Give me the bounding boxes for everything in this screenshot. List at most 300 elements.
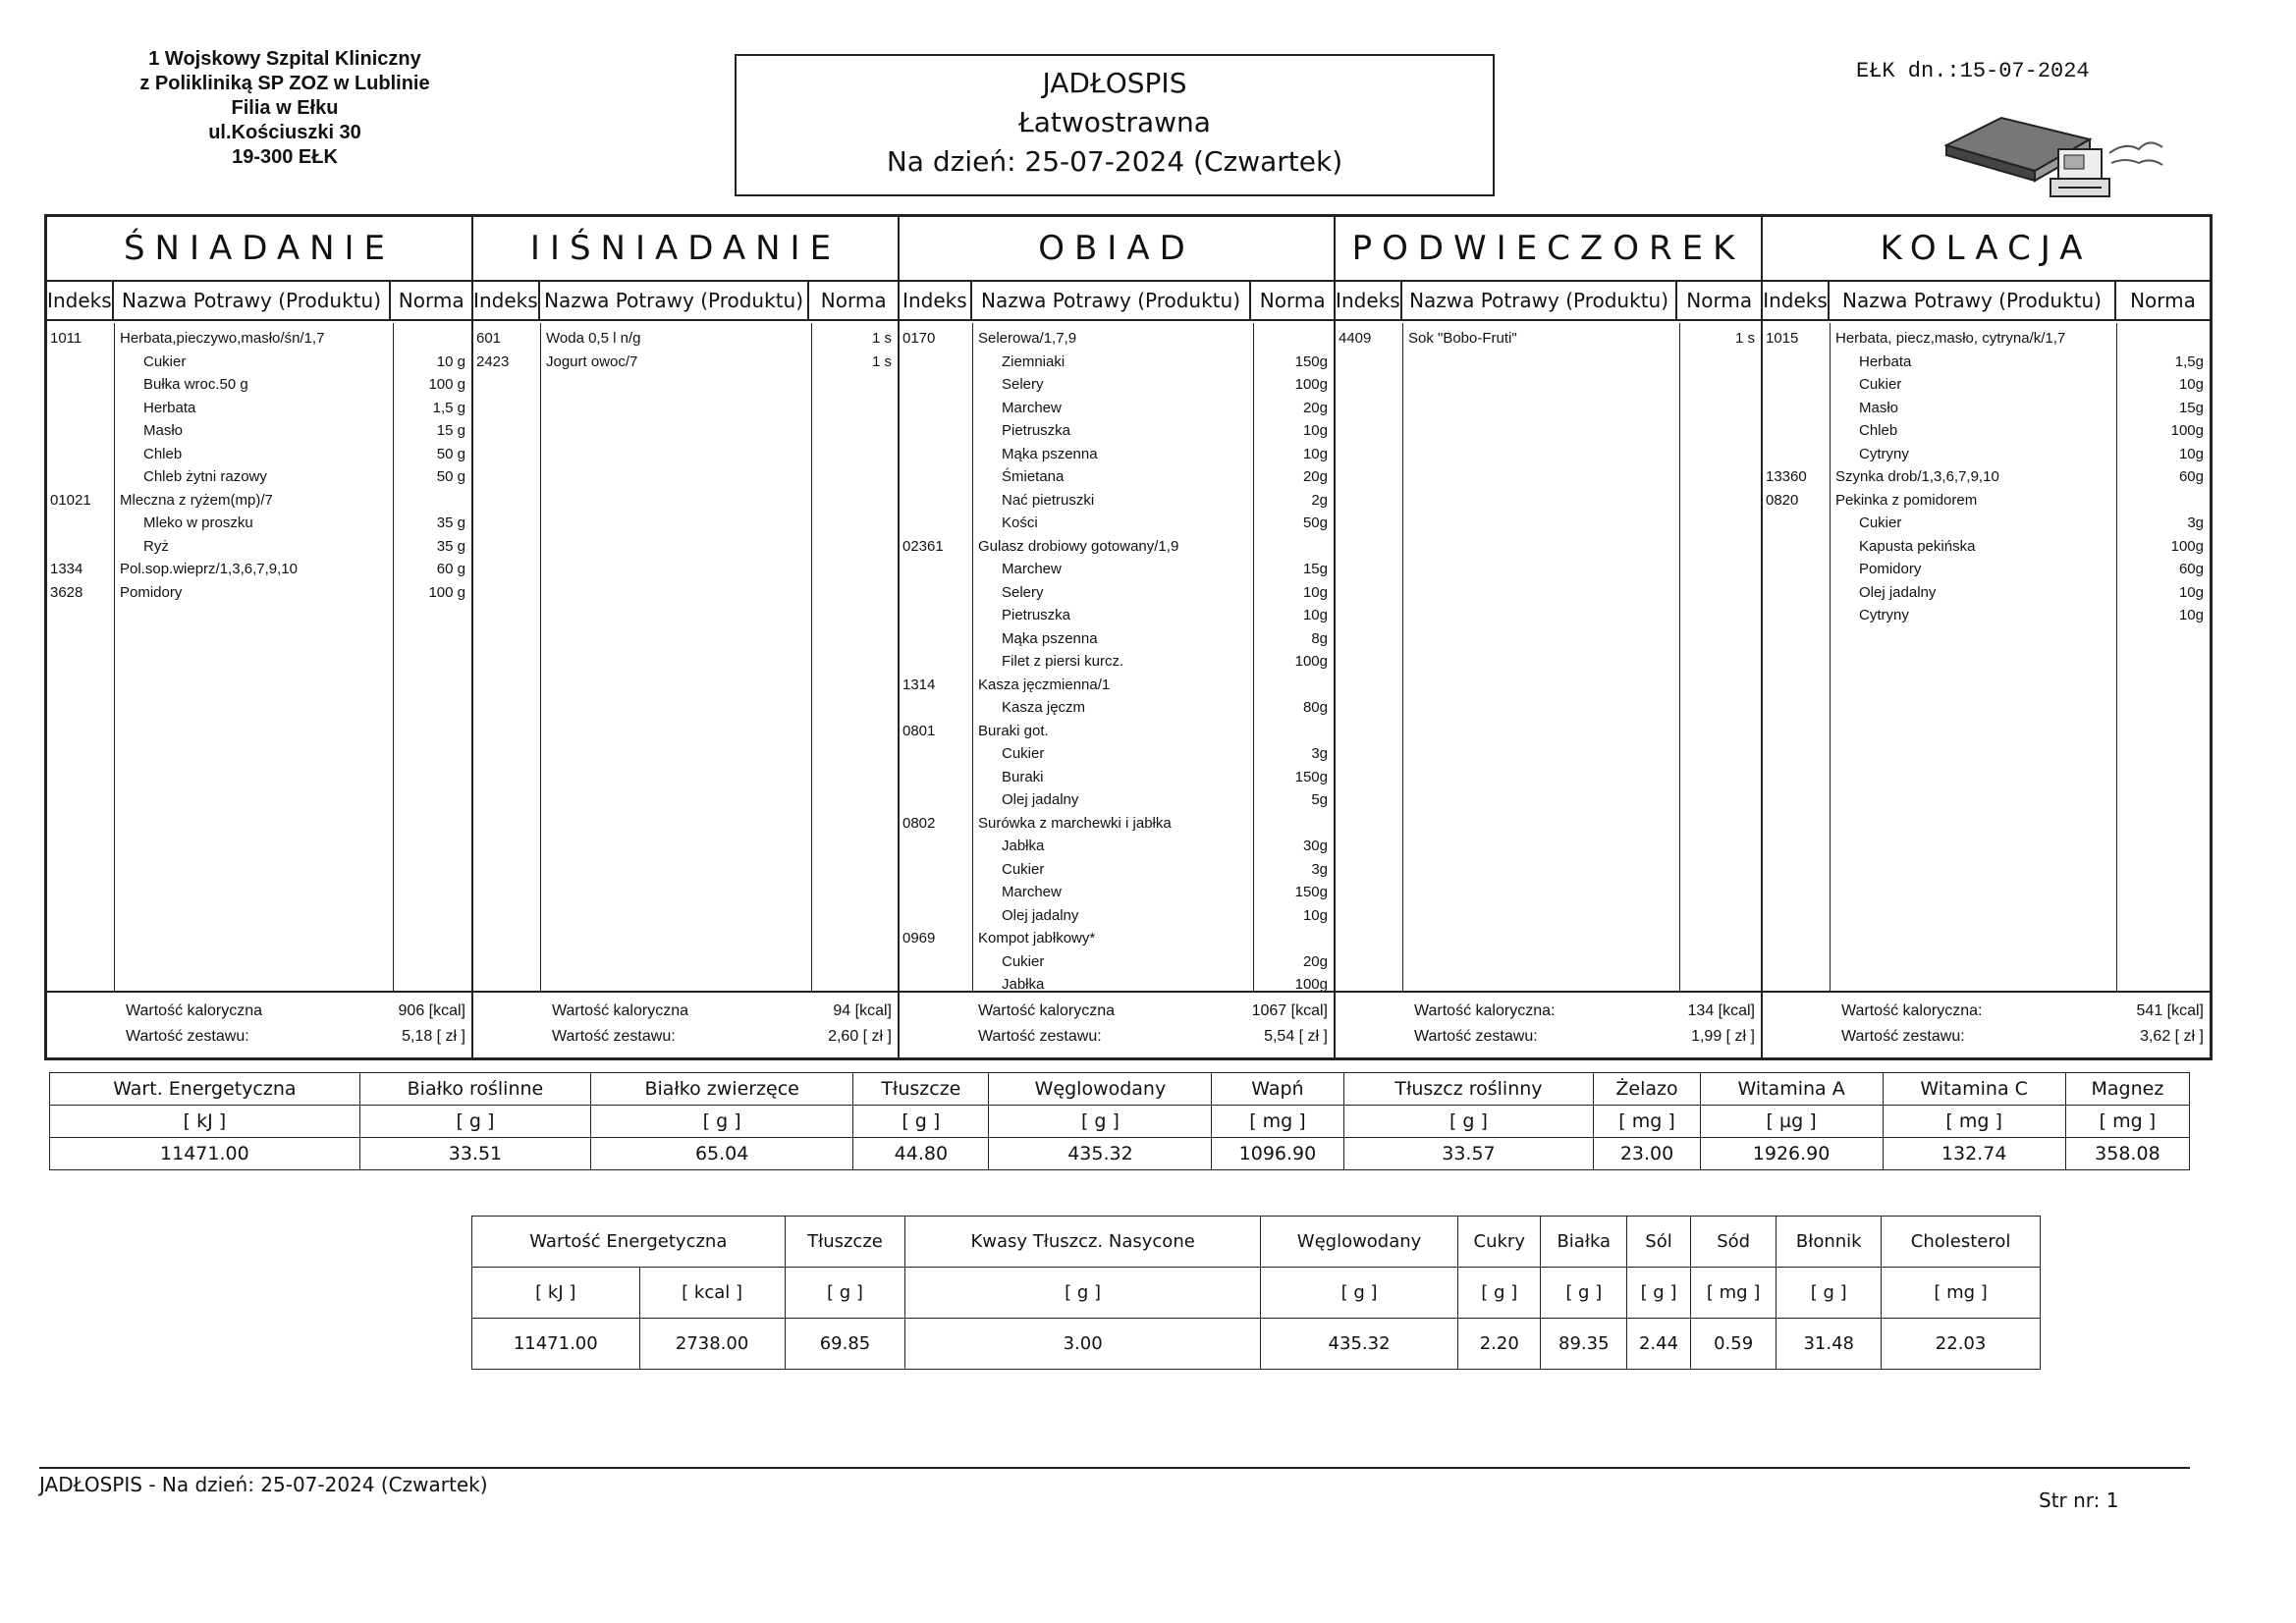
nutrient-unit: [ mg ] [1594,1106,1700,1138]
item-quantity: 1,5 g [432,399,465,416]
item-quantity: 100g [2170,422,2204,439]
nutrient-value: 11471.00 [50,1138,360,1170]
ingredient-name: Mleko w proszku [143,514,253,531]
ingredient-name: Kasza jęczm [1002,699,1086,716]
nutrient-name: Węglowodany [1260,1217,1457,1268]
hospital-line: ul.Kościuszki 30 [208,122,361,143]
dish-name: Pekinka z pomidorem [1835,491,1978,509]
hospital-line: 19-300 EŁK [232,146,338,168]
title-box [735,54,1495,196]
meal-title: ŚNIADANIE [47,217,471,282]
item-quantity: 20g [1302,399,1328,416]
ingredient-name: Herbata [1859,352,1912,370]
column-subheaders [473,282,898,321]
ingredient-name: Jabłka [1002,838,1045,854]
hospital-line: Filia w Ełku [231,97,339,119]
ingredient-name: Mąka pszenna [1002,629,1098,647]
item-quantity: 1 s [1734,330,1755,347]
menu-item-row [1763,489,2210,512]
menu-item-row [900,881,1334,903]
item-index: 0820 [1766,491,1799,509]
calorie-value: 1067 [kcal] [1251,1002,1328,1019]
nutrient-name: Witamina C [1883,1073,2065,1106]
nutrient-unit: [ g ] [1777,1268,1882,1319]
column-subheaders [1763,282,2210,321]
item-quantity: 35 g [436,514,465,531]
item-index: 1334 [50,561,83,577]
menu-item-row [900,419,1334,442]
item-quantity: 10g [1302,445,1328,462]
menu-table [44,214,2213,1060]
item-quantity: 50g [1302,514,1328,531]
nutrient-name: Kwasy Tłuszcz. Nasycone [905,1217,1261,1268]
menu-item-row [473,327,898,350]
nutrient-name: Błonnik [1777,1217,1882,1268]
nutrient-name: Wart. Energetyczna [50,1073,360,1106]
item-quantity: 10g [1302,607,1328,623]
nutrient-unit: [ mg ] [1882,1268,2041,1319]
menu-item-row [1763,581,2210,604]
item-quantity: 15g [1302,561,1328,577]
menu-item-row [900,812,1334,835]
nutrition-header-row [50,1073,2190,1106]
nutrient-value: 2738.00 [639,1319,785,1370]
index-header: Indeks [1763,282,1830,319]
item-quantity: 60 g [436,561,465,577]
nutrition-value-row [50,1138,2190,1170]
item-quantity: 60g [2178,561,2204,577]
calorie-value: 94 [kcal] [833,1002,892,1019]
nutrient-name: Białka [1541,1217,1627,1268]
norm-header: Norma [1686,289,1753,312]
footer-text: JADŁOSPIS - Na dzień: 25-07-2024 (Czwartek) [39,1473,488,1496]
menu-item-row [47,489,471,512]
menu-item-row [900,604,1334,626]
ingredient-name: Bułka wroc.50 g [143,376,248,393]
dish-name: Surówka z marchewki i jabłka [978,814,1172,832]
ingredient-name: Herbata [143,399,196,416]
nutrient-unit: [ g ] [359,1106,590,1138]
index-header: Indeks [47,282,114,319]
menu-item-row [900,535,1334,558]
item-quantity: 35 g [436,537,465,555]
item-quantity: 10g [1302,583,1328,601]
nutrient-unit: [ µg ] [1700,1106,1883,1138]
name-header: Nazwa Potrawy (Produktu) [114,282,392,319]
menu-item-row [900,858,1334,881]
item-quantity: 10g [2178,445,2204,462]
menu-item-row [900,581,1334,604]
column-subheaders [1336,282,1761,321]
meal-title: PODWIECZOREK [1336,217,1761,282]
nutrition-unit-row [472,1268,2041,1319]
item-quantity: 3g [1311,745,1328,762]
nutrient-value: 2.44 [1627,1319,1691,1370]
menu-item-row [900,627,1334,650]
meal-summary [1763,991,2210,1057]
page-number: Str nr: 1 [2039,1488,2119,1512]
dish-name: Kompot jabłkowy* [978,930,1096,947]
item-index: 3628 [50,583,83,601]
menu-item-row [47,419,471,442]
menu-item-row [47,373,471,396]
menu-item-row [900,558,1334,580]
nutrient-value: 33.57 [1343,1138,1594,1170]
item-quantity: 50 g [436,445,465,462]
nutrient-unit: [ mg ] [2065,1106,2189,1138]
cost-label: Wartość zestawu: [978,1028,1102,1045]
menu-item-row [900,720,1334,742]
ingredient-name: Olej jadalny [1002,791,1079,808]
ingredient-name: Kapusta pekińska [1859,537,1976,555]
meal-title: OBIAD [900,217,1334,282]
hospital-line: z Polikliniką SP ZOZ w Lublinie [139,73,430,94]
calorie-value: 541 [kcal] [2136,1002,2204,1019]
ingredient-name: Jabłka [1002,976,1045,993]
item-quantity: 8g [1311,629,1328,647]
item-quantity: 20g [1302,952,1328,970]
norm-header: Norma [1259,289,1326,312]
dish-name: Szynka drob/1,3,6,7,9,10 [1835,468,1999,485]
meal-column [900,217,1336,1057]
item-quantity: 10g [2178,376,2204,393]
menu-item-row [900,674,1334,696]
item-quantity: 1 s [871,330,892,347]
ingredient-name: Cytryny [1859,445,1909,462]
item-index: 4409 [1339,330,1372,347]
item-quantity: 150g [1294,352,1328,370]
nutrient-unit: [ mg ] [1690,1268,1776,1319]
document-title: JADŁOSPIS [1042,67,1187,99]
column-subheaders [900,282,1334,321]
nutrition-summary-table [49,1072,2190,1170]
menu-item-row [47,443,471,465]
item-index: 13360 [1766,468,1807,485]
nutrient-value: 31.48 [1777,1319,1882,1370]
ingredient-name: Selery [1002,583,1044,601]
meal-column [47,217,473,1057]
dish-name: Pomidory [120,583,183,601]
nutrient-name: Białko zwierzęce [591,1073,853,1106]
nutrient-value: 1926.90 [1700,1138,1883,1170]
calorie-value: 906 [kcal] [398,1002,465,1019]
item-quantity: 100g [1294,376,1328,393]
nutrient-name: Witamina A [1700,1073,1883,1106]
item-quantity: 100g [1294,976,1328,993]
cost-value: 1,99 [ zł ] [1691,1028,1755,1045]
menu-item-row [900,465,1334,488]
ingredient-name: Cukier [143,352,187,370]
ingredient-name: Marchew [1002,399,1062,416]
menu-item-row [900,927,1334,949]
meal-items [47,323,471,991]
dish-name: Gulasz drobiowy gotowany/1,9 [978,537,1179,555]
nutrient-value: 89.35 [1541,1319,1627,1370]
menu-item-row [900,904,1334,927]
ingredient-name: Cytryny [1859,607,1909,623]
column-divider [1402,323,1403,991]
item-quantity: 150g [1294,884,1328,900]
dish-name: Jogurt owoc/7 [546,352,638,370]
cost-value: 5,54 [ zł ] [1264,1028,1328,1045]
hospital-line: 1 Wojskowy Szpital Kliniczny [148,48,421,70]
item-index: 2423 [476,352,510,370]
meal-items [1336,323,1761,991]
item-quantity: 5g [1311,791,1328,808]
menu-item-row [900,397,1334,419]
nutrient-value: 11471.00 [472,1319,640,1370]
item-index: 601 [476,330,502,347]
ingredient-name: Chleb [1859,422,1898,439]
name-header: Nazwa Potrawy (Produktu) [1830,282,2116,319]
nutrient-unit: [ g ] [989,1106,1212,1138]
ingredient-name: Olej jadalny [1859,583,1937,601]
index-header: Indeks [1336,282,1402,319]
menu-item-row [1336,327,1761,350]
menu-item-row [900,512,1334,534]
item-quantity: 3g [2187,514,2204,531]
item-quantity: 60g [2178,468,2204,485]
ingredient-name: Masło [143,422,184,439]
cost-value: 3,62 [ zł ] [2140,1028,2204,1045]
nutrient-name: Tłuszcze [853,1073,989,1106]
menu-item-row [47,535,471,558]
cost-label: Wartość zestawu: [552,1028,676,1045]
item-index: 1011 [50,330,82,347]
nutrient-unit: [ g ] [1627,1268,1691,1319]
nutrient-value: 23.00 [1594,1138,1700,1170]
item-index: 0801 [902,722,936,739]
cost-label: Wartość zestawu: [1414,1028,1538,1045]
menu-item-row [1763,535,2210,558]
nutrient-unit: [ g ] [1541,1268,1627,1319]
index-header: Indeks [900,282,972,319]
nutrient-name: Cholesterol [1882,1217,2041,1268]
menu-item-row [900,788,1334,811]
menu-item-row [47,465,471,488]
item-index: 0170 [902,330,936,347]
nutrient-name: Żelazo [1594,1073,1700,1106]
ingredient-name: Cukier [1859,514,1902,531]
meal-title: KOLACJA [1763,217,2210,282]
menu-item-row [47,512,471,534]
calorie-label: Wartość kaloryczna: [1841,1002,1983,1019]
nutrition-header-row [472,1217,2041,1268]
nutrient-unit: [ g ] [591,1106,853,1138]
ingredient-name: Pietruszka [1002,422,1071,439]
ingredient-name: Masło [1859,399,1899,416]
menu-item-row [1763,465,2210,488]
item-quantity: 10g [2178,607,2204,623]
ingredient-name: Marchew [1002,561,1062,577]
item-index: 01021 [50,491,91,509]
nutrient-unit: [ g ] [785,1268,905,1319]
ingredient-name: Chleb żytni razowy [143,468,267,485]
meal-column [1763,217,2210,1057]
menu-item-row [900,742,1334,765]
nutrition-unit-row [50,1106,2190,1138]
dish-name: Kasza jęczmienna/1 [978,676,1111,693]
nutrient-name: Białko roślinne [359,1073,590,1106]
meal-items [473,323,898,991]
item-quantity: 20g [1302,468,1328,485]
ingredient-name: Cukier [1002,952,1045,970]
dish-name: Herbata, piecz,masło, cytryna/k/1,7 [1835,330,2066,347]
item-index: 0802 [902,814,936,832]
menu-item-row [900,373,1334,396]
menu-item-row [1763,419,2210,442]
nutrient-name: Sód [1690,1217,1776,1268]
menu-item-row [900,489,1334,512]
nutrient-value: 358.08 [2065,1138,2189,1170]
nutrient-unit: [ g ] [1343,1106,1594,1138]
nutrient-unit: [ mg ] [1212,1106,1343,1138]
dish-name: Pol.sop.wieprz/1,3,6,7,9,10 [120,561,298,577]
nutrient-unit: [ kJ ] [50,1106,360,1138]
item-quantity: 10g [1302,906,1328,924]
nutrient-name: Magnez [2065,1073,2189,1106]
ingredient-name: Nać pietruszki [1002,491,1095,509]
ingredient-name: Śmietana [1002,468,1065,485]
menu-item-row [1763,443,2210,465]
dish-name: Mleczna z ryżem(mp)/7 [120,491,273,509]
nutrient-value: 3.00 [905,1319,1261,1370]
item-quantity: 10g [2178,583,2204,601]
meal-column [1336,217,1763,1057]
menu-item-row [1763,373,2210,396]
item-quantity: 10g [1302,422,1328,439]
menu-item-row [900,835,1334,857]
nutrient-value: 2.20 [1458,1319,1541,1370]
calorie-label: Wartość kaloryczna [978,1002,1115,1019]
nutrient-name: Sól [1627,1217,1691,1268]
meal-summary [47,991,471,1057]
nutrient-name: Tłuszcz roślinny [1343,1073,1594,1106]
nutrient-value: 22.03 [1882,1319,2041,1370]
column-divider [1679,323,1680,991]
nutrient-name: Cukry [1458,1217,1541,1268]
item-quantity: 100g [1294,653,1328,670]
menu-item-row [1763,512,2210,534]
nutrient-value: 65.04 [591,1138,853,1170]
menu-item-row [1763,397,2210,419]
nutrient-name: Tłuszcze [785,1217,905,1268]
item-index: 1314 [902,676,936,693]
ingredient-name: Chleb [143,445,183,462]
ingredient-name: Selery [1002,376,1044,393]
item-index: 0969 [902,930,936,947]
menu-item-row [900,443,1334,465]
ingredient-name: Kości [1002,514,1038,531]
norm-header: Norma [2130,289,2196,312]
calorie-label: Wartość kaloryczna [126,1002,262,1019]
nutrient-name: Wartość Energetyczna [472,1217,786,1268]
item-quantity: 15 g [436,422,465,439]
cost-label: Wartość zestawu: [1841,1028,1965,1045]
ingredient-name: Marchew [1002,884,1062,900]
item-quantity: 50 g [436,468,465,485]
item-quantity: 150g [1294,768,1328,785]
menu-item-row [900,327,1334,350]
nutrient-unit: [ kJ ] [472,1268,640,1319]
nutrient-name: Węglowodany [989,1073,1212,1106]
nutrient-value: 435.32 [989,1138,1212,1170]
ingredient-name: Filet z piersi kurcz. [1002,653,1124,670]
meal-items [900,323,1334,991]
nutrient-value: 0.59 [1690,1319,1776,1370]
issue-date: EŁK dn.:15-07-2024 [1856,59,2090,83]
meal-summary [473,991,898,1057]
ingredient-name: Cukier [1002,745,1045,762]
name-header: Nazwa Potrawy (Produktu) [972,282,1252,319]
nutrition-label-table [471,1216,2041,1370]
menu-item-row [1763,351,2210,373]
meal-summary [1336,991,1761,1057]
ingredient-name: Pomidory [1859,561,1922,577]
nutrient-unit: [ g ] [853,1106,989,1138]
meal-summary [900,991,1334,1057]
ingredient-name: Ziemniaki [1002,352,1066,370]
item-quantity: 10 g [436,352,465,370]
column-divider [540,323,541,991]
nutrition-value-row [472,1319,2041,1370]
item-index: 02361 [902,537,944,555]
menu-item-row [900,766,1334,788]
menu-item-row [47,351,471,373]
nutrient-unit: [ mg ] [1883,1106,2065,1138]
dish-name: Buraki got. [978,722,1049,739]
item-quantity: 1,5g [2174,352,2204,370]
ingredient-name: Mąka pszenna [1002,445,1098,462]
hospital-address [79,47,491,170]
cost-value: 5,18 [ zł ] [402,1028,465,1045]
ingredient-name: Olej jadalny [1002,906,1079,924]
cost-label: Wartość zestawu: [126,1028,249,1045]
meal-items [1763,323,2210,991]
nutrient-unit: [ g ] [1458,1268,1541,1319]
dish-name: Sok "Bobo-Fruti" [1408,330,1517,347]
column-divider [811,323,812,991]
footer-divider [39,1467,2190,1469]
ingredient-name: Cukier [1002,860,1045,878]
item-quantity: 100 g [428,376,465,393]
ingredient-name: Pietruszka [1002,607,1071,623]
nutrient-value: 33.51 [359,1138,590,1170]
nutrient-name: Wapń [1212,1073,1343,1106]
nutrient-value: 44.80 [853,1138,989,1170]
menu-item-row [47,327,471,350]
menu-date: Na dzień: 25-07-2024 (Czwartek) [886,145,1343,178]
dish-name: Selerowa/1,7,9 [978,330,1077,347]
norm-header: Norma [398,289,465,312]
menu-item-row [1763,604,2210,626]
nutrient-unit: [ kcal ] [639,1268,785,1319]
nutrient-unit: [ g ] [1260,1268,1457,1319]
ingredient-name: Buraki [1002,768,1044,785]
nutrient-value: 1096.90 [1212,1138,1343,1170]
name-header: Nazwa Potrawy (Produktu) [540,282,810,319]
menu-item-row [900,650,1334,673]
item-quantity: 1 s [871,352,892,370]
ingredient-name: Ryż [143,537,169,555]
menu-item-row [900,950,1334,973]
calorie-value: 134 [kcal] [1687,1002,1755,1019]
column-subheaders [47,282,471,321]
meal-column [473,217,900,1057]
menu-item-row [900,696,1334,719]
menu-item-row [47,558,471,580]
nutrient-value: 435.32 [1260,1319,1457,1370]
